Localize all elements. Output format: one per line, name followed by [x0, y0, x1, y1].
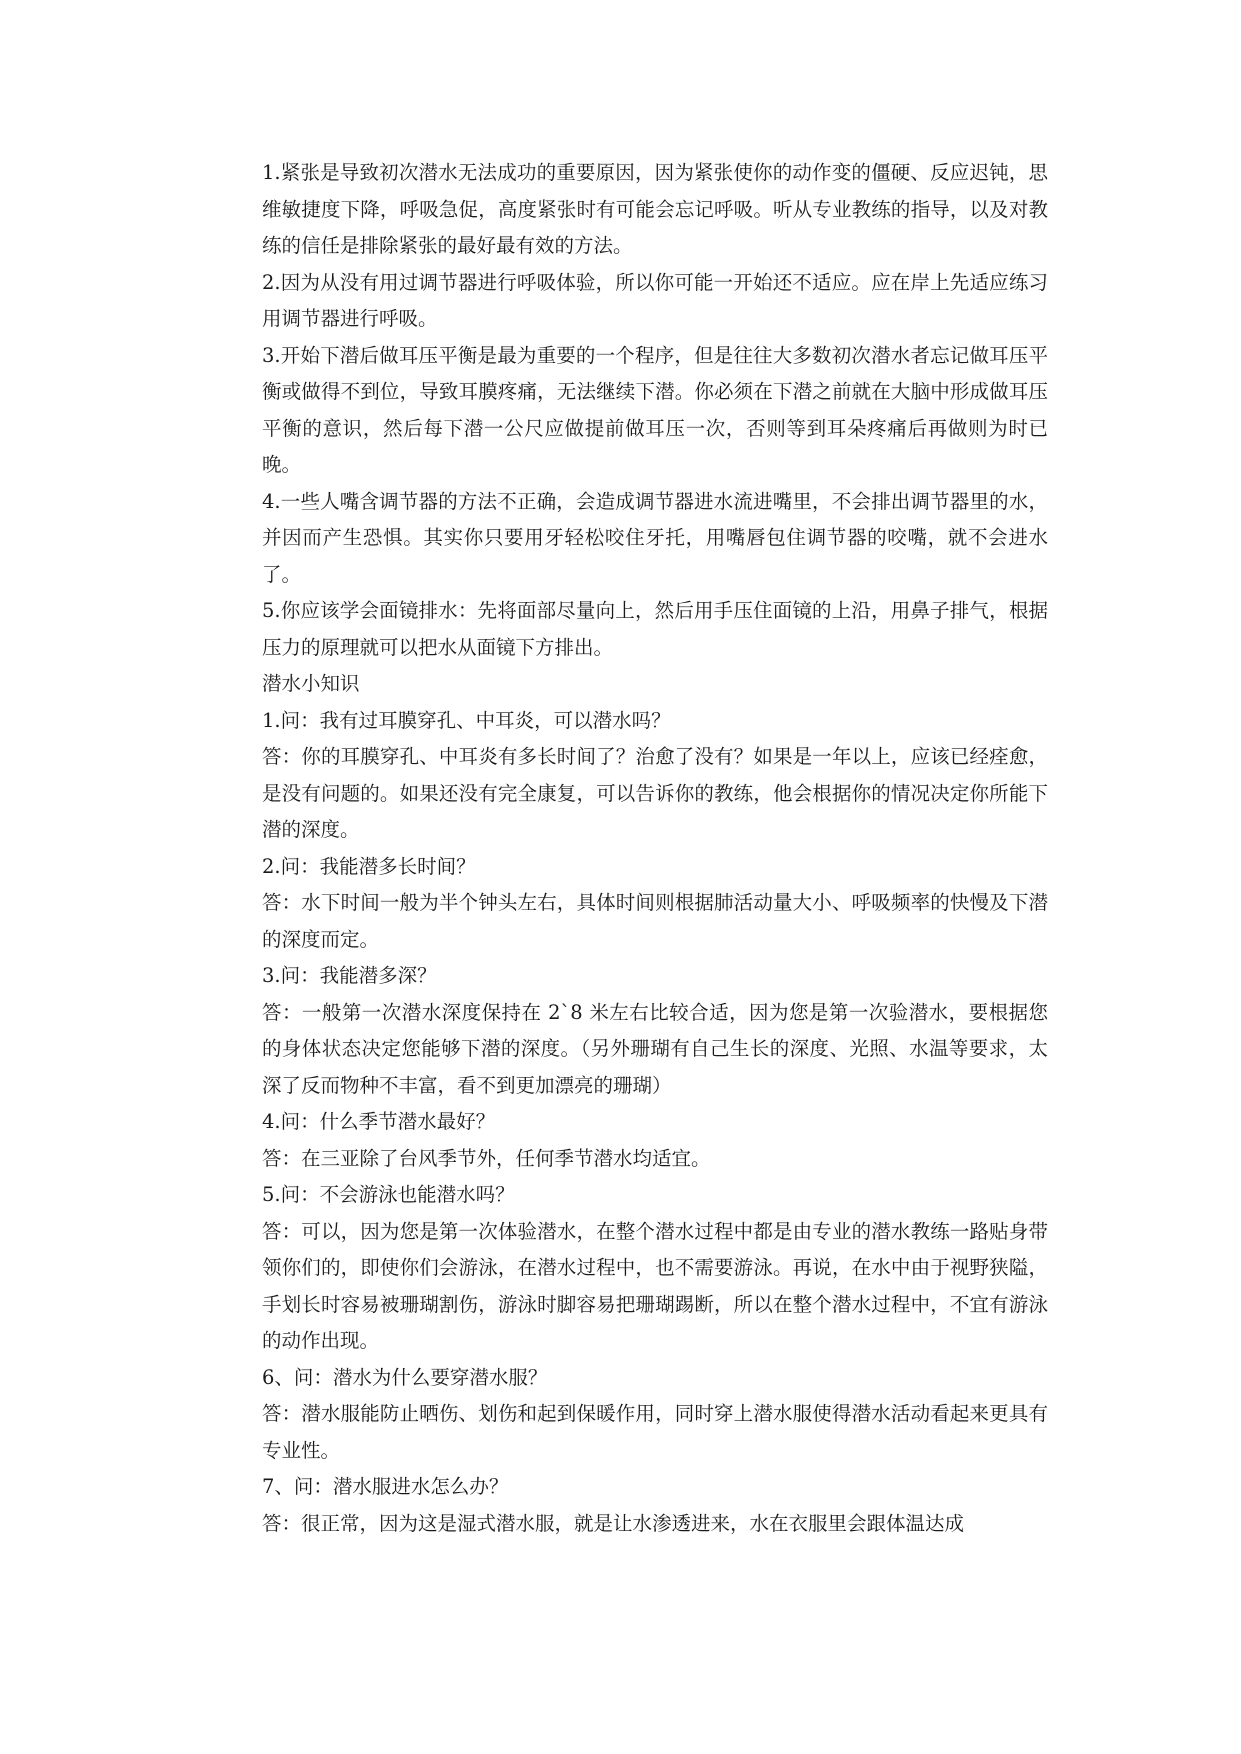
- paragraph-tip-2-regulator: 2.因为从没有用过调节器进行呼吸体验，所以你可能一开始还不适应。应在岸上先适应练习用调节器进行呼吸。: [262, 270, 1048, 330]
- paragraph-tip-4-mouthpiece: 4.一些人嘴含调节器的方法不正确，会造成调节器进水流进嘴里，不会排出调节器里的水，并因而产生恐惧。其实你只要用牙轻松咬住牙托，用嘴唇包住调节器的咬嘴，就不会进水了。: [262, 489, 1048, 586]
- question-7: 7、问：潜水服进水怎么办？: [262, 1475, 509, 1498]
- question-6: 6、问：潜水为什么要穿潜水服？: [262, 1365, 548, 1389]
- paragraph-tip-3-ear-pressure: 3.开始下潜后做耳压平衡是最为重要的一个程序，但是往往大多数初次潜水者忘记做耳压平衡或做得不到位，导致耳膜疼痛，无法继续下潜。你必须在下潜之前就在大脑中形成做耳压平衡的意识，然后每下潜一公尺应做提前做耳压一次，否则等到耳朵疼痛后再做则为时已晚。: [262, 343, 1048, 476]
- question-3: 3.问：我能潜多深？: [262, 964, 437, 987]
- question-4: 4.问：什么季节潜水最好？: [262, 1110, 496, 1133]
- answer-1: 答：你的耳膜穿孔、中耳炎有多长时间了？治愈了没有？如果是一年以上，应该已经痊愈，是没有问题的。如果还没有完全康复，可以告诉你的教练，他会根据你的情况决定你所能下潜的深度。: [262, 745, 1048, 841]
- answer-6: 答：潜水服能防止晒伤、划伤和起到保暖作用，同时穿上潜水服使得潜水活动看起来更具有专业性。: [262, 1402, 1048, 1462]
- section-heading: 潜水小知识: [262, 672, 360, 695]
- answer-2: 答：水下时间一般为半个钟头左右，具体时间则根据肺活动量大小、呼吸频率的快慢及下潜的深度而定。: [262, 891, 1048, 951]
- question-2: 2.问：我能潜多长时间？: [262, 854, 476, 878]
- answer-4: 答：在三亚除了台风季节外，任何季节潜水均适宜。: [262, 1146, 711, 1170]
- question-5: 5.问：不会游泳也能潜水吗？: [262, 1183, 515, 1206]
- paragraph-tip-5-mask-clearing: 5.你应该学会面镜排水：先将面部尽量向上，然后用手压住面镜的上沿，用鼻子排气，根据压力的原理就可以把水从面镜下方排出。: [262, 599, 1048, 659]
- answer-3: 答：一般第一次潜水深度保持在 2`8 米左右比较合适，因为您是第一次验潜水，要根据您的身体状态决定您能够下潜的深度。（另外珊瑚有自己生长的深度、光照、水温等要求，太深了反而物种不丰富，看不到更加漂亮的珊瑚）: [262, 1000, 1048, 1097]
- document-body: [262, 155, 1048, 1542]
- question-1: 1.问：我有过耳膜穿孔、中耳炎，可以潜水吗？: [262, 708, 671, 732]
- answer-5: 答：可以，因为您是第一次体验潜水，在整个潜水过程中都是由专业的潜水教练一路贴身带领你们的，即使你们会游泳，在潜水过程中，也不需要游泳。再说，在水中由于视野狭隘，手划长时容易被珊瑚割伤，游泳时脚容易把珊瑚踢断，所以在整个潜水过程中，不宜有游泳的动作出现。: [262, 1219, 1048, 1352]
- answer-7: 答：很正常，因为这是湿式潜水服，就是让水渗透进来，水在衣服里会跟体温达成: [262, 1511, 965, 1535]
- paragraph-tip-1-tension: 1.紧张是导致初次潜水无法成功的重要原因，因为紧张使你的动作变的僵硬、反应迟钝，思维敏捷度下降，呼吸急促，高度紧张时有可能会忘记呼吸。听从专业教练的指导，以及对教练的信任是排除紧张的最好最有效的方法。: [262, 161, 1048, 257]
